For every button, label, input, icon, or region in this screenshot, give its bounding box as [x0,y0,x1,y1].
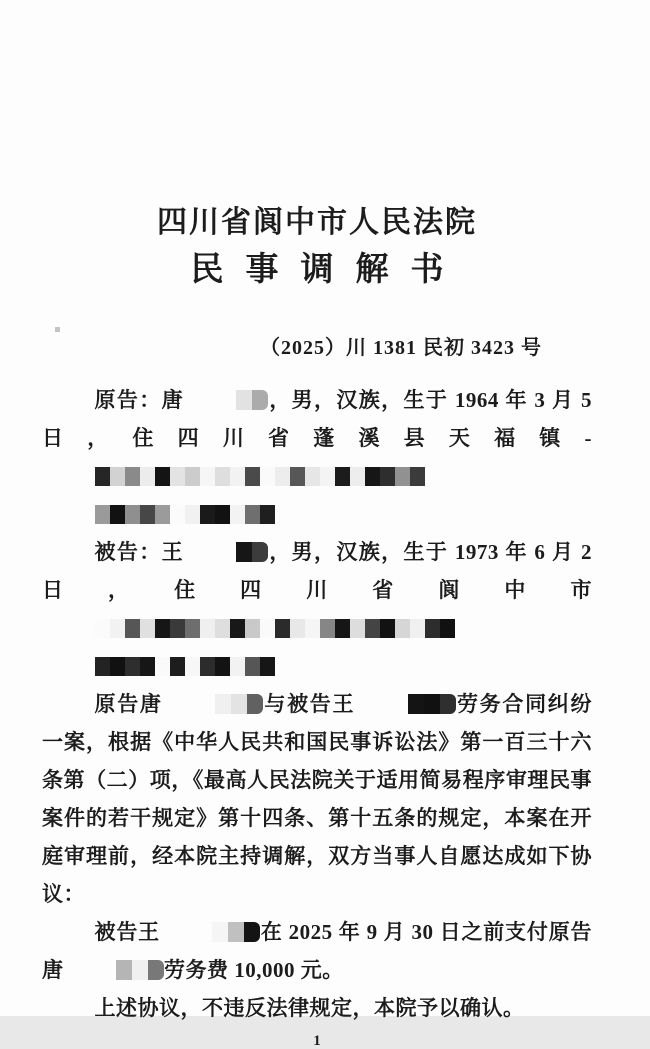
agreement-plaintiff-redaction [64,960,165,980]
case-basis-defendant-redaction [355,694,456,714]
agreement-seg2: 在 2025 年 9 月 30 日之前支付原告唐 [42,920,593,982]
plaintiff-address-redaction-2 [42,505,275,524]
plaintiff-name-redaction [184,390,269,410]
agreement-defendant-redaction [160,922,261,942]
plaintiff-intro: 原告：唐 [94,388,184,412]
case-basis-seg1: 原告唐 [94,692,163,716]
defendant-info: ，男，汉族，生于 1973 年 6 月 2 日，住四川省阆中市 [42,540,593,602]
case-basis-seg3: 劳务合同纠纷一案，根据《中华人民共和国民事诉讼法》第一百三十六条第（二）项，《最高人民法院关于适用简易程序审理民事案件的若干规定》第十四条、第十五条的规定，本案在开庭审理前，经本院主持调解，双方当事人自愿达成如下协议： [42,692,593,906]
confirmation-text: 上述协议，不违反法律规定，本院予以确认。 [94,996,525,1020]
defendant-address-redaction-2 [42,657,275,676]
defendant-name-redaction [184,542,269,562]
page-number: 1 [313,1033,321,1049]
plaintiff-info: ，男，汉族，生于 1964 年 3 月 5 日，住四川省蓬溪县天福镇- [42,388,593,450]
agreement-seg1: 被告王 [94,920,160,944]
scan-artifact-dot [55,327,60,332]
plaintiff-address-redaction-1 [42,467,425,486]
case-basis-seg2: 与被告王 [263,692,356,716]
case-number: （2025）川 1381 民初 3423 号 [260,337,542,359]
case-basis-paragraph [42,685,592,913]
agreement-paragraph [42,913,592,989]
plaintiff-paragraph [42,381,592,533]
defendant-address-redaction-1 [42,619,455,638]
document-body [42,381,592,1027]
defendant-intro: 被告：王 [94,540,184,564]
document-title: 民事调解书 [190,252,466,288]
court-name: 四川省阆中市人民法院 [157,206,477,239]
defendant-paragraph [42,533,592,685]
agreement-seg3: 劳务费 10,000 元。 [164,958,344,982]
confirmation-paragraph [42,989,592,1027]
case-basis-plaintiff-redaction [163,694,264,714]
